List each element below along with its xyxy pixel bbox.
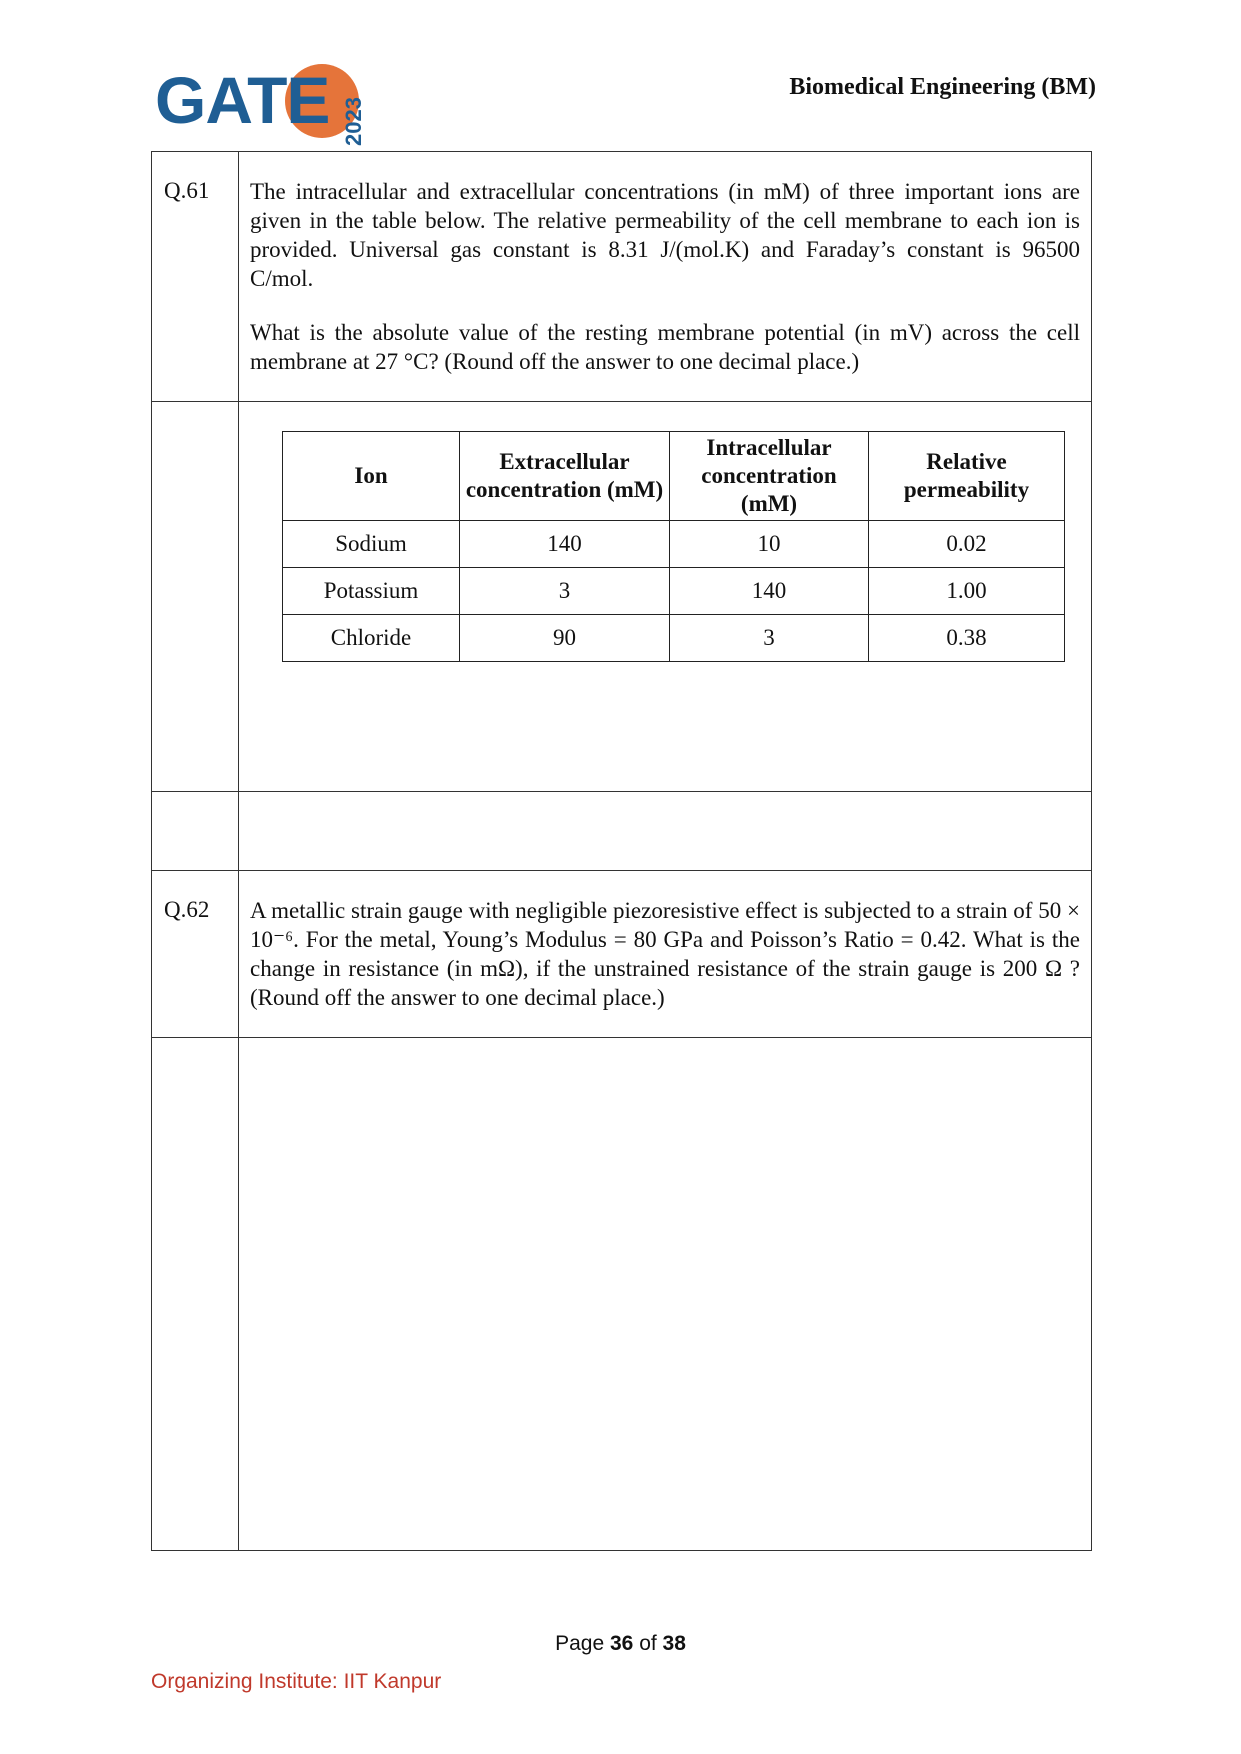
table-cell: 3 <box>670 615 869 662</box>
page-current: 36 <box>609 1632 634 1655</box>
page-total: 38 <box>662 1632 686 1655</box>
empty-cell <box>239 1038 1092 1551</box>
table-cell: 3 <box>460 568 670 615</box>
table-header-row <box>283 432 1065 521</box>
question-number: Q.62 <box>152 871 239 1038</box>
table-cell: Sodium <box>283 521 460 568</box>
column-header: Intracellular concentration (mM) <box>670 432 869 521</box>
empty-cell <box>152 792 239 871</box>
table-cell: 0.38 <box>869 615 1065 662</box>
page-prefix: Page <box>555 1632 605 1655</box>
spacer-row <box>152 792 1092 871</box>
table-cell: 1.00 <box>869 568 1065 615</box>
logo-year: 2023 <box>341 97 366 146</box>
answer-space-row <box>152 1038 1092 1551</box>
table-row <box>283 615 1065 662</box>
empty-cell <box>239 792 1092 871</box>
question-text <box>239 871 1092 1038</box>
question-paragraph: What is the absolute value of the resting membrane potential (in mV) across the cell membrane at 27 °C? (Round off the answer to one decimal place.) <box>250 320 1080 374</box>
table-row <box>283 568 1065 615</box>
question-paragraph: The intracellular and extracellular concentrations (in mM) of three important ions are given in the table below. The relative permeability of the cell membrane to each ion is provided. Universal gas constant is 8.31 J/(mol.K) and Faraday’s constant is 96500 C/mol. <box>250 179 1080 291</box>
column-header: Relative permeability <box>869 432 1065 521</box>
question-row <box>152 152 1092 402</box>
table-cell: 0.02 <box>869 521 1065 568</box>
logo-text: GATE <box>155 63 330 137</box>
organizing-institute: Organizing Institute: IIT Kanpur <box>151 1670 442 1693</box>
question-row <box>152 871 1092 1038</box>
column-header: Extracellular concentration (mM) <box>460 432 670 521</box>
question-table <box>151 151 1092 1551</box>
column-header: Ion <box>283 432 460 521</box>
empty-cell <box>152 402 239 792</box>
gate-logo <box>155 58 366 146</box>
table-cell: 140 <box>670 568 869 615</box>
table-cell: Chloride <box>283 615 460 662</box>
subject-title: Biomedical Engineering (BM) <box>789 74 1096 100</box>
table-row <box>283 521 1065 568</box>
ion-concentration-table <box>282 431 1065 662</box>
table-cell: 140 <box>460 521 670 568</box>
table-cell: Potassium <box>283 568 460 615</box>
page-number <box>0 1632 1241 1656</box>
question-number: Q.61 <box>152 152 239 402</box>
table-cell: 10 <box>670 521 869 568</box>
page-of: of <box>639 1632 657 1655</box>
table-cell: 90 <box>460 615 670 662</box>
question-paragraph: A metallic strain gauge with negligible piezoresistive effect is subjected to a strain of 50 × 10⁻⁶. For the metal, Young’s Modulus = 80 GPa and Poisson’s Ratio = 0.42. What is the change in resistance (in mΩ), if the unstrained resistance of the strain gauge is 200 Ω ? (Round off the answer to one decimal place.) <box>250 898 1080 1010</box>
empty-cell <box>152 1038 239 1551</box>
question-text <box>239 152 1092 402</box>
